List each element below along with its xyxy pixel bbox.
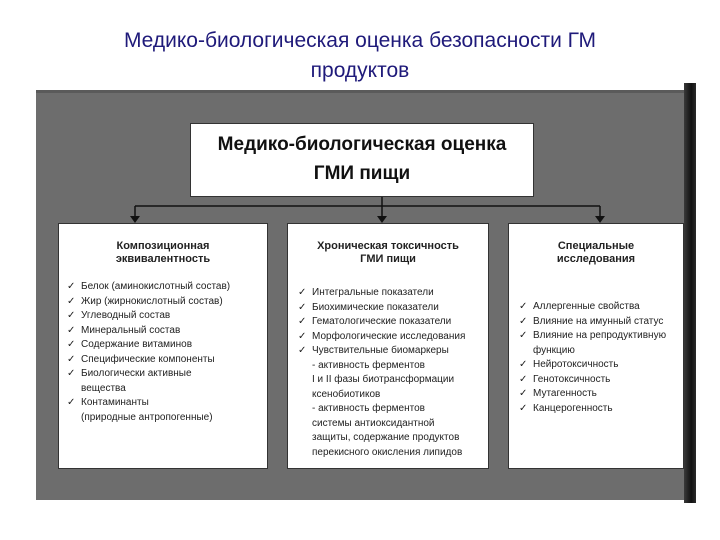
list-item-text: Влияние на имунный статус (533, 315, 664, 327)
list-item-text: Контаминанты (81, 397, 149, 408)
list-item-text: Интегральные показатели (312, 287, 434, 298)
list-item-text: - активность ферментов (312, 403, 425, 414)
list-item (65, 382, 267, 397)
slide-title (40, 26, 680, 86)
checkmark-icon: ✓ (519, 330, 528, 341)
column-compositional-equivalence (58, 223, 268, 469)
checkmark-icon: ✓ (67, 397, 76, 408)
list-item (296, 330, 488, 345)
slide-title-line-1: Медико-биологическая оценка безопасности ГМ (123, 29, 597, 52)
checkmark-icon: ✓ (519, 315, 528, 327)
column-heading-line-2: исследования (556, 253, 636, 265)
checkmark-icon: ✓ (298, 316, 307, 327)
list-item (296, 446, 488, 461)
column-heading-line-1: Специальные (557, 240, 635, 252)
column-heading (59, 240, 267, 266)
list-item-text: перекисного окисления липидов (312, 446, 463, 458)
list-item (65, 295, 267, 310)
list-item (296, 301, 488, 316)
list-item-text: функцию (533, 344, 575, 356)
column-heading (509, 240, 683, 266)
checkmark-icon: ✓ (67, 310, 76, 321)
checkmark-icon: ✓ (67, 353, 76, 365)
column-chronic-toxicity (287, 223, 489, 469)
column-heading-line-1: Хроническая токсичность (317, 240, 459, 252)
checkmark-icon: ✓ (519, 402, 528, 414)
list-item (296, 373, 488, 388)
checkmark-icon: ✓ (298, 330, 307, 342)
list-item (517, 344, 683, 359)
column-item-list (65, 280, 267, 425)
list-item-text: I и II фазы биотрансформации (312, 374, 455, 385)
list-item (65, 353, 267, 368)
list-item (296, 402, 488, 417)
arrow-down-icon (595, 216, 605, 223)
root-box-line-1: Медико-биологическая оценка (217, 134, 507, 155)
checkmark-icon: ✓ (67, 295, 76, 307)
list-item-text: Биохимические показатели (312, 301, 439, 313)
checkmark-icon: ✓ (298, 301, 307, 313)
scanned-diagram (36, 90, 692, 500)
checkmark-icon: ✓ (519, 301, 528, 312)
checkmark-icon: ✓ (519, 388, 528, 399)
list-item-text: Биологически активные (81, 368, 192, 379)
column-heading-line-2: эквивалентность (115, 253, 211, 265)
list-item (65, 280, 267, 295)
column-item-list (296, 286, 488, 460)
list-item (65, 324, 267, 339)
list-item (65, 367, 267, 382)
list-item (296, 315, 488, 330)
checkmark-icon: ✓ (67, 339, 76, 350)
connector-lines (36, 93, 692, 233)
list-item-text: Жир (жирнокислотный состав) (81, 295, 223, 307)
list-item-text: Аллергенные свойства (533, 301, 640, 312)
list-item (296, 344, 488, 359)
list-item (517, 373, 683, 388)
checkmark-icon: ✓ (67, 324, 76, 336)
root-box-line-2: ГМИ пищи (313, 163, 411, 184)
list-item (65, 411, 267, 426)
checkmark-icon: ✓ (67, 281, 76, 292)
list-item (517, 358, 683, 373)
list-item (65, 338, 267, 353)
arrow-down-icon (377, 216, 387, 223)
checkmark-icon: ✓ (519, 373, 528, 385)
list-item-text: Минеральный состав (81, 324, 181, 336)
list-item (296, 417, 488, 432)
list-item-text: (природные антропогенные) (81, 411, 213, 423)
column-special-studies (508, 223, 684, 469)
list-item-text: Морфологические исследования (312, 330, 466, 342)
list-item-text: системы антиоксидантной (312, 417, 435, 429)
list-item-text: вещества (81, 382, 126, 394)
list-item-text: Чувствительные биомаркеры (312, 345, 449, 356)
column-heading-line-2: ГМИ пищи (360, 253, 416, 265)
list-item-text: Влияние на репродуктивную (533, 330, 667, 341)
list-item (296, 388, 488, 403)
list-item-text: - активность ферментов (312, 359, 425, 371)
list-item-text: Мутагенность (533, 388, 597, 399)
list-item-text: Углеводный состав (81, 310, 171, 321)
list-item (517, 329, 683, 344)
list-item (517, 402, 683, 417)
list-item (517, 315, 683, 330)
list-item (65, 309, 267, 324)
column-item-list (517, 300, 683, 416)
list-item-text: Белок (аминокислотный состав) (81, 281, 231, 292)
list-item (517, 300, 683, 315)
list-item-text: Канцерогенность (533, 402, 613, 414)
slide-title-line-2: продуктов (310, 59, 410, 82)
list-item-text: Генотоксичность (533, 373, 611, 385)
checkmark-icon: ✓ (519, 359, 528, 370)
column-heading-line-1: Композиционная (116, 240, 210, 252)
column-heading (288, 240, 488, 266)
list-item-text: ксенобиотиков (312, 388, 381, 400)
list-item (296, 359, 488, 374)
list-item-text: Специфические компоненты (81, 353, 215, 365)
list-item (296, 431, 488, 446)
list-item (65, 396, 267, 411)
checkmark-icon: ✓ (67, 368, 76, 379)
list-item-text: защиты, содержание продуктов (312, 432, 460, 443)
list-item-text: Гематологические показатели (312, 316, 452, 327)
checkmark-icon: ✓ (298, 345, 307, 356)
arrow-down-icon (130, 216, 140, 223)
list-item-text: Нейротоксичность (533, 359, 619, 370)
list-item (517, 387, 683, 402)
list-item-text: Содержание витаминов (81, 339, 193, 350)
list-item (296, 286, 488, 301)
checkmark-icon: ✓ (298, 287, 307, 298)
